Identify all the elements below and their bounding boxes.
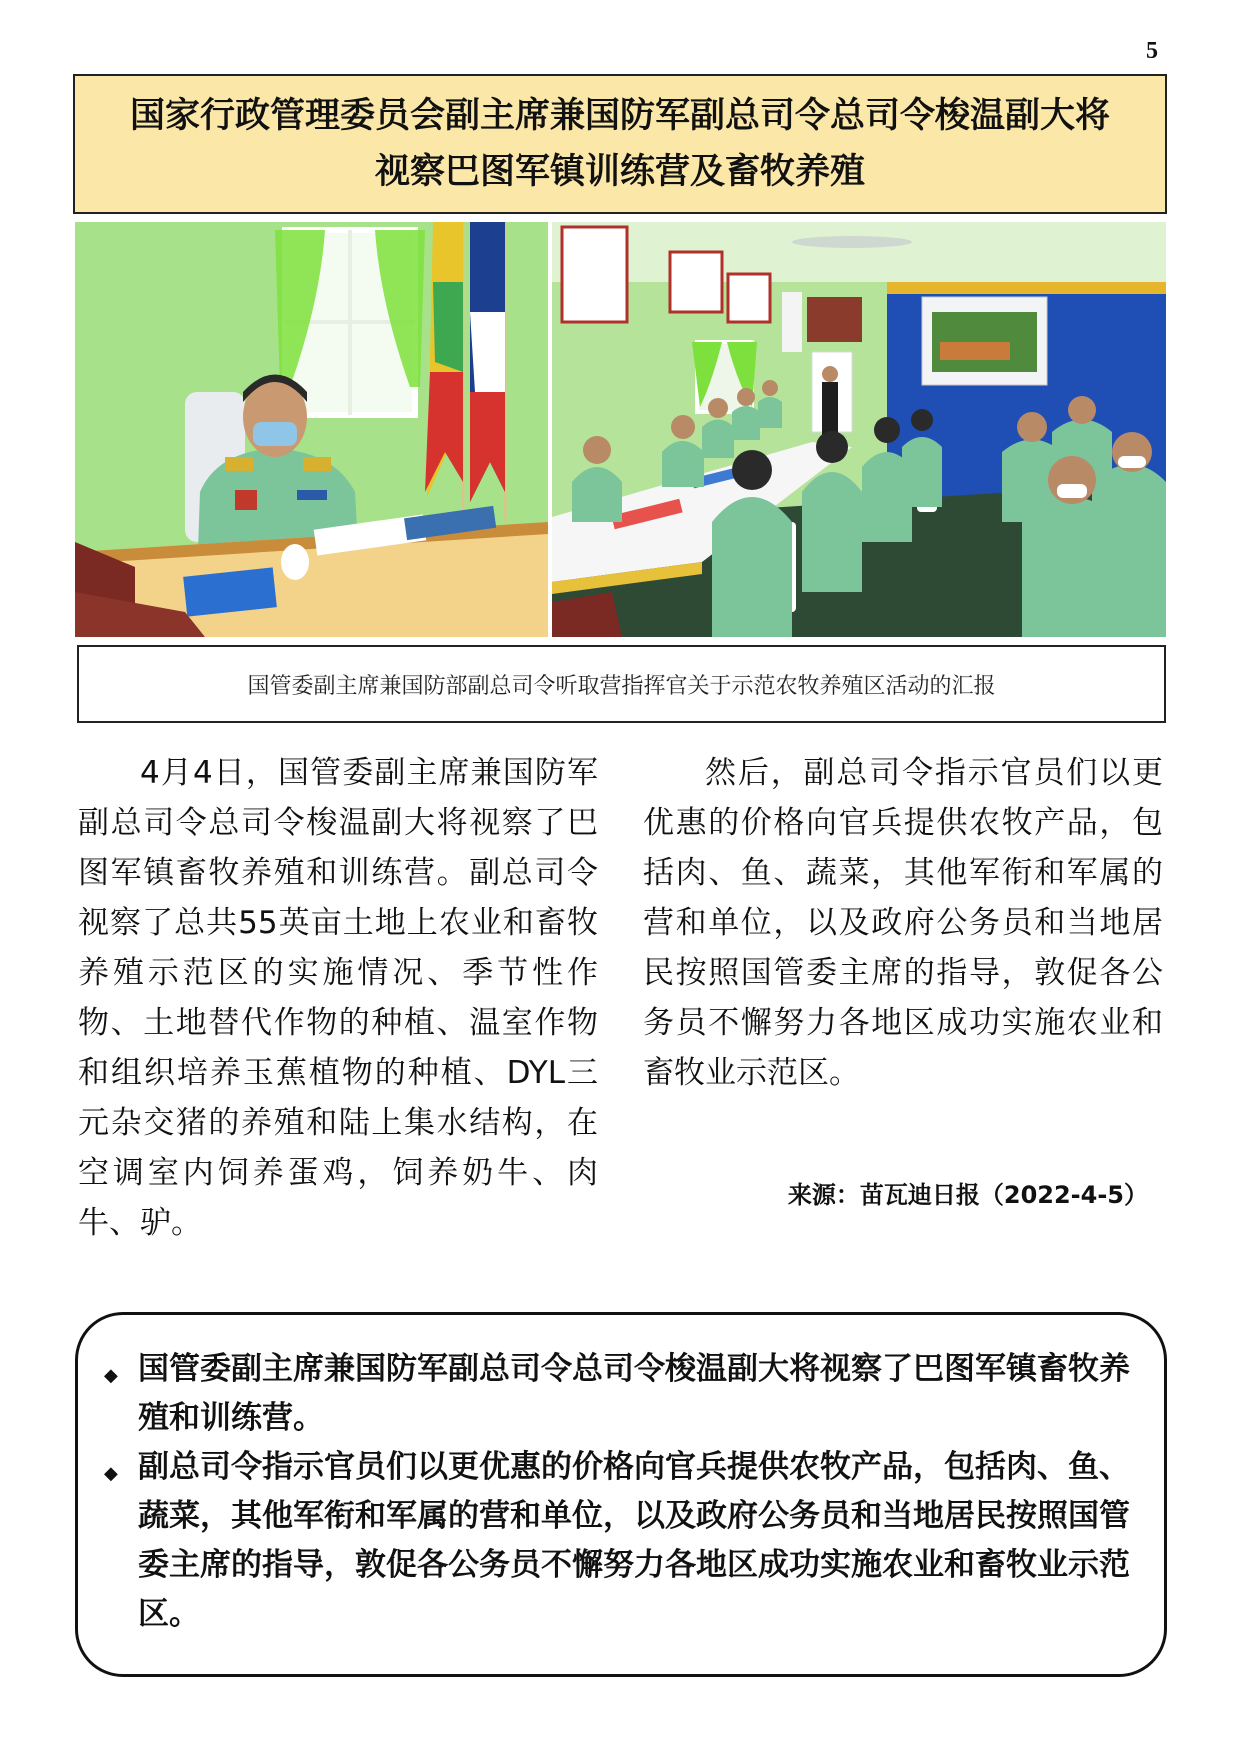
article-left-paragraph: 4月4日，国管委副主席兼国防军副总司令总司令梭温副大将视察了巴图军镇畜牧养殖和训练营。副总司令视察了总共55英亩土地上农业和畜牧养殖示范区的实施情况、季节性作物、土地替代作物的种植、温室作物和组织培养玉蕉植物的种植、DYL三元杂交猪的养殖和陆上集水结构，在空调室内饲养蛋鸡，饲养奶牛、肉牛、驴。 [78, 755, 598, 1241]
title-box [73, 74, 1167, 214]
photo-briefing-room [552, 222, 1166, 637]
summary-item [104, 1345, 1134, 1443]
summary-item-text: 国管委副主席兼国防军副总司令总司令梭温副大将视察了巴图军镇畜牧养殖和训练营。 [138, 1351, 1130, 1436]
diamond-bullet-icon: ◆ [104, 1463, 118, 1484]
title-line-1: 国家行政管理委员会副主席兼国防军副总司令总司令梭温副大将 [129, 96, 1110, 136]
summary-item-text: 副总司令指示官员们以更优惠的价格向官兵提供农牧产品，包括肉、鱼、蔬菜，其他军衔和军属的营和单位，以及政府公务员和当地居民按照国管委主席的指导，敦促各公务员不懈努力各地区成功实施农业和畜牧业示范区。 [138, 1449, 1130, 1632]
photo-commander-at-desk [75, 222, 548, 637]
article-right-paragraph: 然后，副总司令指示官员们以更优惠的价格向官兵提供农牧产品，包括肉、鱼、蔬菜，其他军衔和军属的营和单位，以及政府公务员和当地居民按照国管委主席的指导，敦促各公务员不懈努力各地区成功实施农业和畜牧业示范区。 [643, 755, 1163, 1091]
title-line-2: 视察巴图军镇训练营及畜牧养殖 [374, 152, 865, 192]
summary-item [104, 1443, 1134, 1639]
summary-box [75, 1312, 1167, 1677]
diamond-bullet-icon: ◆ [104, 1365, 118, 1386]
page-number: 5 [1146, 38, 1158, 64]
photo-caption: 国管委副主席兼国防部副总司令听取营指挥官关于示范农牧养殖区活动的汇报 [77, 645, 1166, 723]
source-line: 来源：苗瓦迪日报（2022-4-5） [787, 1181, 1148, 1209]
